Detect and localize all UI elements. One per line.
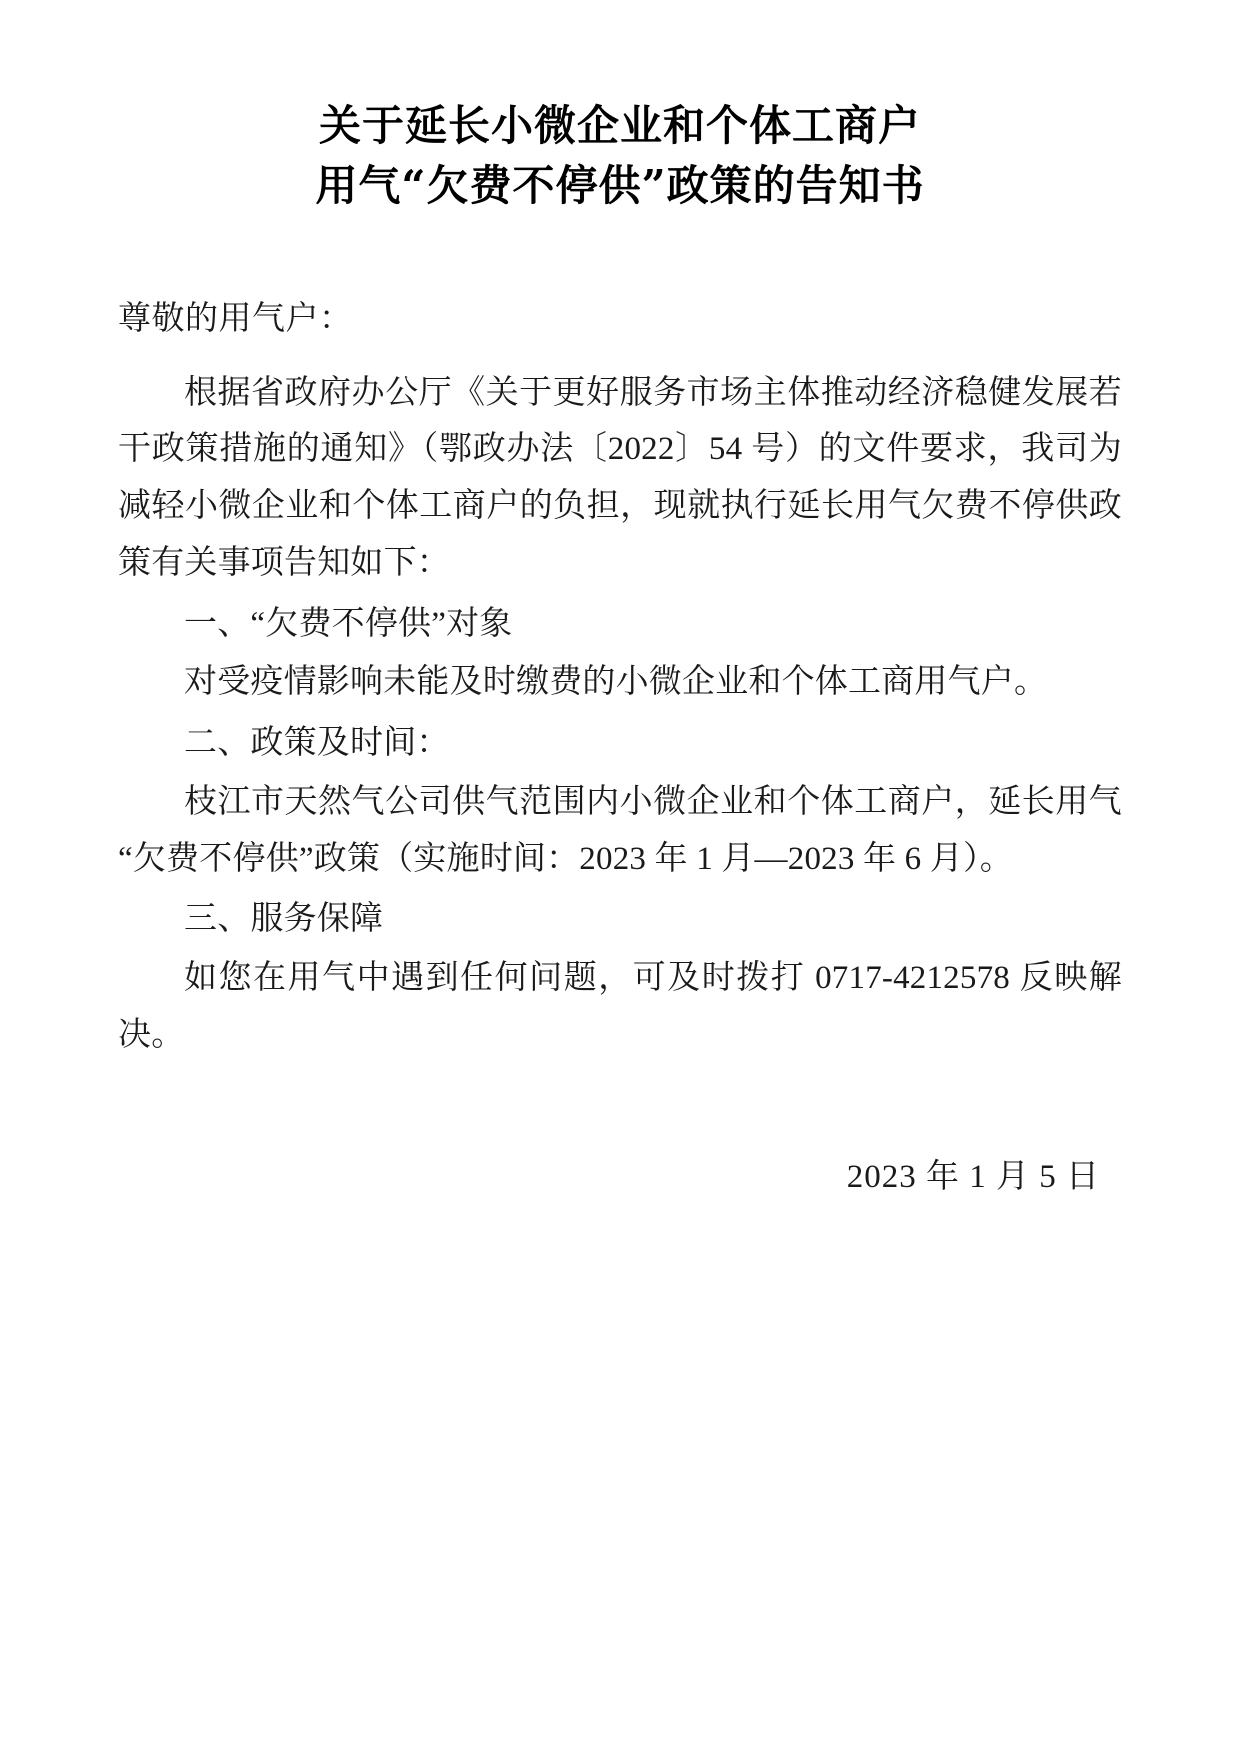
- signature-block: [118, 1150, 1122, 1197]
- section-heading-3: 三、服务保障: [184, 901, 384, 938]
- salutation: 尊敬的用气户：: [118, 301, 353, 338]
- title-line-2: 用气“欠费不停供”政策的告知书: [315, 160, 925, 210]
- signature-date: 2023 年 1 月 5 日: [846, 1158, 1100, 1195]
- section-body-3: 如您在用气中遇到任何问题，可及时拨打 0717-4212578 反映解决。: [118, 960, 1122, 1053]
- section-body-1: 对受疫情影响未能及时缴费的小微企业和个体工商用气户。: [184, 664, 1048, 701]
- page-title: [118, 96, 1122, 215]
- section-heading-1: 一、“欠费不停供”对象: [184, 605, 513, 642]
- section-heading-2: 二、政策及时间：: [184, 725, 450, 762]
- intro-paragraph: 根据省政府办公厅《关于更好服务市场主体推动经济稳健发展若干政策措施的通知》（鄂政办法〔2022〕54 号）的文件要求，我司为减轻小微企业和个体工商户的负担，现就执行延长用气欠费不停供政策有关事项告知如下：: [118, 374, 1122, 581]
- title-line-1: 关于延长小微企业和个体工商户: [318, 101, 921, 150]
- section-body-2: 枝江市天然气公司供气范围内小微企业和个体工商户，延长用气“欠费不停供”政策（实施时间：2023 年 1 月—2023 年 6 月）。: [118, 783, 1122, 877]
